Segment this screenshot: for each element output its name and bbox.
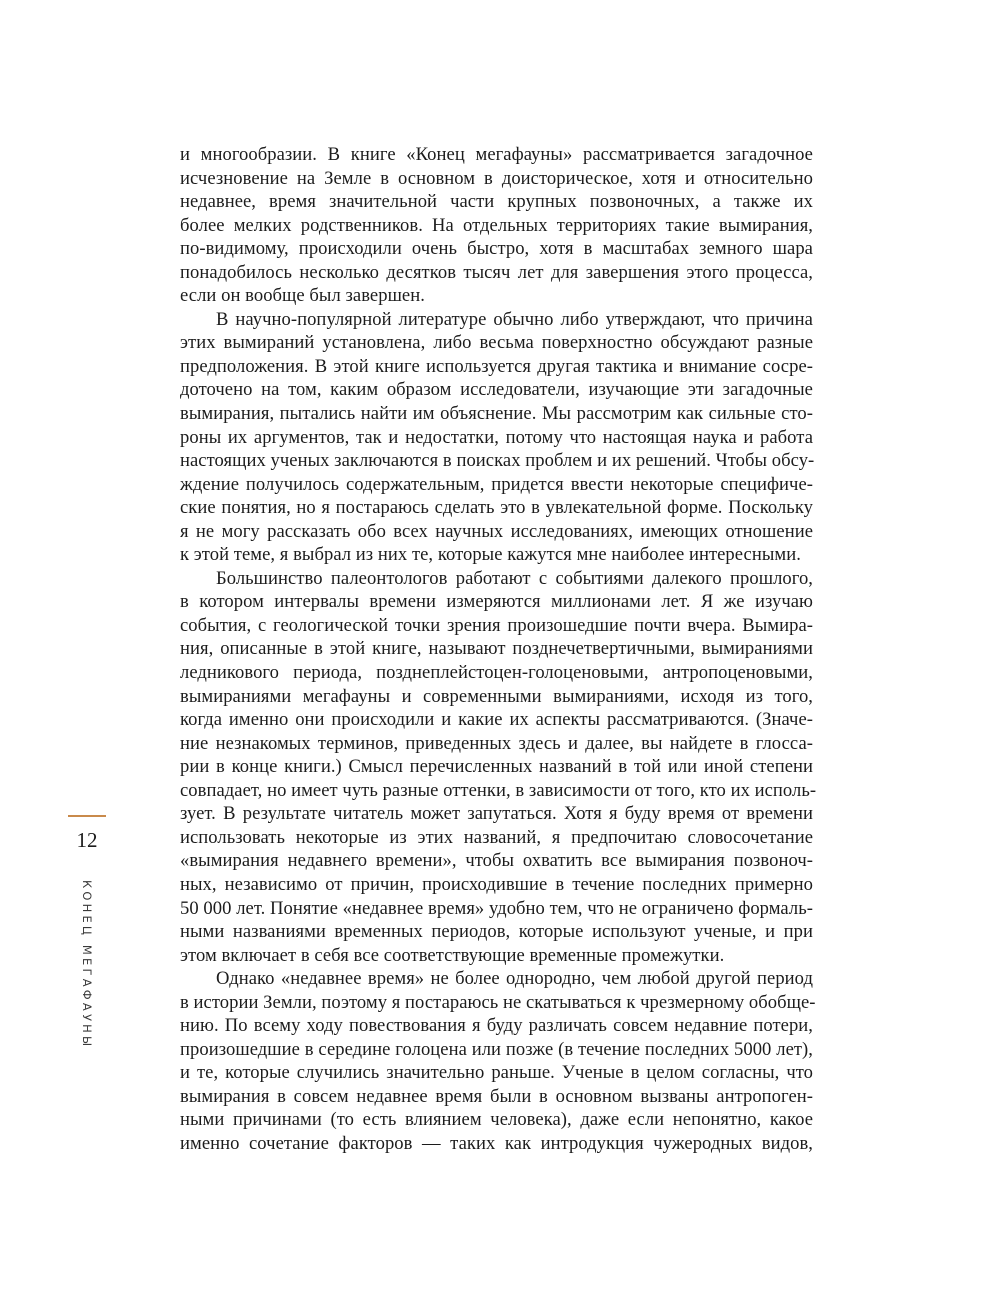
- body-text: [180, 143, 817, 1156]
- text-line: понадобилось несколько десятков тысяч лет для завершения этого процесса,: [180, 261, 813, 283]
- text-line: рии в конце книги.) Смысл перечисленных названий в той или иной степени: [180, 756, 813, 778]
- text-line: ледникового периода, позднеплейстоцен-голоценовыми, антропоценовыми,: [180, 662, 813, 684]
- paragraph: [180, 308, 813, 567]
- text-line: настоящих ученых заключаются в поисках проблем и их решений. Чтобы обсу-: [180, 450, 815, 472]
- text-line: ных, независимо от причин, происходившие в течение последних примерно: [180, 873, 813, 895]
- text-line: В научно-популярной литературе обычно либо утверждают, что причина: [216, 308, 813, 330]
- text-line: когда именно они происходили и какие их аспекты рассматриваются. (Значе-: [180, 709, 813, 731]
- running-title: КОНЕЦ МЕГАФАУНЫ: [80, 880, 94, 1050]
- text-line: предположения. В этой книге используется другая тактика и внимание сосре-: [180, 355, 813, 377]
- text-line: я не могу рассказать обо всех научных исследованиях, имеющих отношение: [180, 520, 813, 542]
- paragraph: [180, 143, 813, 308]
- paragraph: [180, 567, 817, 967]
- page-number: 12: [76, 828, 98, 852]
- text-line: ными причинами (то есть влиянием человека), даже если непонятно, какое: [180, 1109, 813, 1131]
- text-line: ские понятия, но я постараюсь сделать это в увлекательной форме. Поскольку: [180, 497, 813, 519]
- text-line: Большинство палеонтологов работают с событиями далекого прошлого,: [216, 567, 813, 589]
- text-line: и те, которые случились значительно раньше. Ученые в целом согласны, что: [180, 1062, 813, 1084]
- text-line: ными названиями временных периодов, которые используют ученые, и при: [180, 921, 813, 943]
- text-line: совпадает, но имеет чуть разные оттенки, в зависимости от того, кто их исполь-: [180, 779, 817, 801]
- text-line: именно сочетание факторов — таких как интродукция чужеродных видов,: [180, 1132, 813, 1154]
- text-line: использовать некоторые из этих названий, я предпочитаю словосочетание: [180, 826, 813, 848]
- text-line: роны их аргументов, так и недостатки, потому что настоящая наука и работа: [180, 426, 813, 448]
- text-line: если он вообще был завершен.: [180, 285, 425, 307]
- paragraph: [180, 967, 816, 1155]
- text-line: к этой теме, я выбрал из них те, которые кажутся мне наиболее интересными.: [180, 544, 801, 566]
- text-line: доточено на том, каким образом исследователи, изучающие эти загадочные: [180, 379, 813, 401]
- text-line: зует. В результате читатель может запутаться. Хотя я буду время от времени: [180, 803, 813, 825]
- text-line: исчезновение на Земле в основном в доисторическое, хотя и относительно: [180, 167, 813, 189]
- text-line: более мелких родственников. На отдельных территориях такие вымирания,: [180, 214, 813, 236]
- text-line: вымирания в совсем недавнее время были в основном вызваны антропоген-: [180, 1085, 813, 1107]
- text-line: этом включает в себя все соответствующие временные промежутки.: [180, 944, 725, 966]
- text-line: нию. По всему ходу повествования я буду различать совсем недавние потери,: [180, 1015, 813, 1037]
- text-line: «вымирания недавнего времени», чтобы охватить все вымирания позвоноч-: [180, 850, 813, 872]
- text-line: ждение получилось содержательным, придется ввести некоторые специфиче-: [180, 473, 813, 495]
- text-line: по-видимому, происходили очень быстро, хотя в масштабах земного шара: [180, 238, 813, 260]
- text-line: события, с геологической точки зрения произошедшие почти вчера. Вымира-: [180, 614, 813, 636]
- text-line: ния, описанные в этой книге, называют позднечетвертичными, вымираниями: [180, 638, 813, 660]
- text-line: вымирания, пытались найти им объяснение. Мы рассмотрим как сильные сто-: [180, 403, 813, 425]
- text-line: и многообразии. В книге «Конец мегафауны» рассматривается загадочное: [180, 144, 813, 165]
- text-line: недавнее, время значительной части крупных позвоночных, а также их: [180, 191, 813, 213]
- text-line: вымираниями мегафауны и современными вымираниями, исходя из того,: [180, 685, 813, 707]
- text-line: произошедшие в середине голоцена или позже (в течение последних 5000 лет),: [180, 1038, 813, 1060]
- page-number-rule: [68, 815, 106, 817]
- text-line: Однако «недавнее время» не более однородно, чем любой другой период: [216, 968, 813, 990]
- text-line: 50 000 лет. Понятие «недавнее время» удобно тем, что не ограничено формаль-: [180, 897, 813, 919]
- text-line: этих вымираний установлена, либо весьма поверхностно обсуждают разные: [180, 332, 813, 354]
- text-line: в истории Земли, поэтому я постараюсь не скатываться к чрезмерному обобще-: [180, 991, 816, 1013]
- text-line: ние незнакомых терминов, приведенных здесь и далее, вы найдете в глосса-: [180, 732, 813, 754]
- text-line: в котором интервалы времени измеряются миллионами лет. Я же изучаю: [180, 591, 813, 613]
